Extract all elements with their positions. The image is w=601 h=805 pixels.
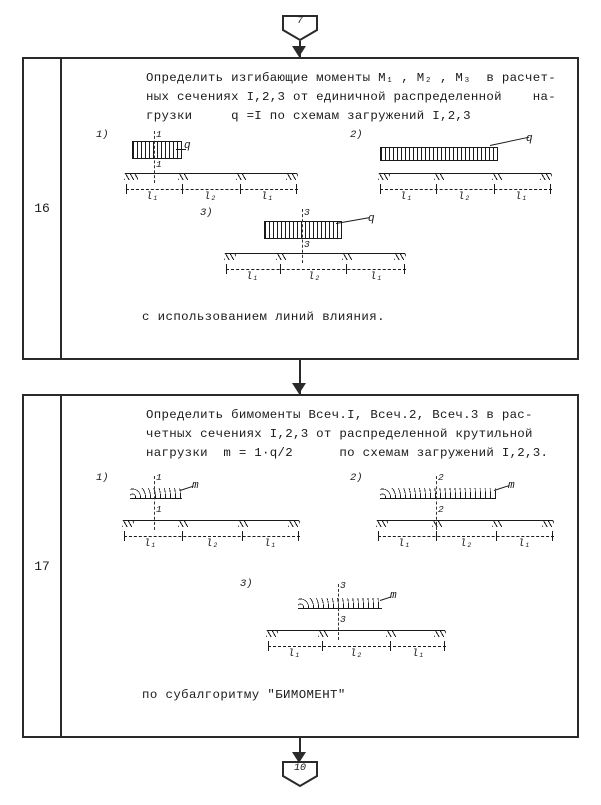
span-label-l3: l₁ (370, 271, 383, 283)
scheme-index-label: 3) (200, 207, 213, 219)
block-17-id: 17 (24, 396, 62, 736)
span-label-l1: l₁ (400, 191, 413, 203)
scheme-index-label: 3) (240, 578, 253, 590)
load-label-m: m (390, 590, 397, 602)
support-mid-1 (318, 630, 328, 638)
block-16-footer: с использованием линий влияния. (142, 310, 385, 324)
span-label-l1: l₁ (246, 271, 259, 283)
section-label-lower: 3 (340, 614, 346, 625)
support-left (378, 173, 390, 181)
section-label: 1 (156, 472, 162, 483)
scheme-index-label: 1) (96, 129, 109, 141)
section-label-lower: 1 (156, 159, 162, 170)
span-label-l1: l₁ (398, 538, 411, 550)
scheme-index-label: 1) (96, 472, 109, 484)
block-16-scheme-1 (96, 129, 316, 203)
dimension-tick (298, 531, 299, 541)
support-right (434, 630, 446, 638)
support-right (288, 520, 300, 528)
dimension-tick (226, 264, 227, 274)
block-17-scheme-3 (240, 578, 470, 660)
span-label-l1: l₁ (288, 648, 301, 660)
block-17-line-2: четных сечениях I,2,3 от распределенной крутильной (146, 427, 533, 441)
section-label-lower: 2 (438, 504, 444, 515)
block-17-scheme-1 (96, 472, 316, 550)
support-left (224, 253, 236, 261)
block-16-id: 16 (24, 59, 62, 358)
support-mid-1 (434, 173, 444, 181)
dimension-tick (242, 531, 243, 541)
dimension-tick (126, 184, 127, 194)
section-marker-line (302, 209, 303, 263)
span-label-l3: l₁ (518, 538, 531, 550)
span-label-l2: l₂ (206, 538, 219, 550)
dimension-tick (182, 531, 183, 541)
block-16-line-3: грузки q =I по схемам загружений I,2,3 (146, 109, 471, 123)
support-mid-1 (178, 173, 188, 181)
block-17-line-1: Определить бимоменты Bсеч.I, Bсеч.2, Bсеч.3 в рас- (146, 408, 533, 422)
span-label-l2: l₂ (204, 191, 217, 203)
dimension-tick (444, 641, 445, 651)
connector-tag-bottom-label: 10 (293, 763, 306, 774)
connector-arrow-middle (292, 383, 306, 394)
dimension-tick (296, 184, 297, 194)
span-label-l3: l₁ (515, 191, 528, 203)
support-mid-1 (276, 253, 286, 261)
dimension-tick (268, 641, 269, 651)
section-marker-line (338, 584, 339, 640)
span-label-l2: l₂ (460, 538, 473, 550)
dimension-tick (494, 184, 495, 194)
section-label: 3 (340, 580, 346, 591)
span-label-l2: l₂ (350, 648, 363, 660)
distributed-load-hatch (132, 141, 182, 159)
section-label: 1 (156, 129, 162, 140)
load-label-m: m (508, 480, 515, 492)
support-mid-2 (342, 253, 352, 261)
span-label-l2: l₂ (308, 271, 321, 283)
support-mid-2 (492, 173, 502, 181)
span-label-l1: l₁ (146, 191, 159, 203)
span-label-l3: l₁ (264, 538, 277, 550)
connector-tag-top (281, 14, 319, 42)
dimension-tick (390, 641, 391, 651)
support-left (124, 173, 138, 181)
load-label-q: q (526, 133, 533, 145)
support-mid-2 (386, 630, 396, 638)
support-right (394, 253, 406, 261)
dimension-tick (552, 531, 553, 541)
dimension-tick (436, 531, 437, 541)
load-leader-line (176, 149, 186, 150)
dimension-tick (550, 184, 551, 194)
block-17-scheme-2 (350, 472, 575, 550)
scheme-index-label: 2) (350, 129, 363, 141)
support-mid-2 (236, 173, 246, 181)
dimension-tick (322, 641, 323, 651)
beam-axis (268, 630, 444, 631)
span-label-l3: l₁ (412, 648, 425, 660)
support-mid-1 (178, 520, 188, 528)
block-16-scheme-3 (200, 207, 430, 283)
load-label-q: q (368, 213, 375, 225)
section-label: 3 (304, 207, 310, 218)
block-17-footer: по субалгоритму "БИМОМЕНТ" (142, 688, 346, 702)
dimension-tick (380, 184, 381, 194)
dimension-tick (436, 184, 437, 194)
support-mid-2 (492, 520, 502, 528)
block-16-body (60, 59, 577, 358)
support-mid-1 (432, 520, 442, 528)
dimension-tick (182, 184, 183, 194)
torsional-load-coil (130, 488, 182, 499)
dimension-tick (124, 531, 125, 541)
section-marker-line (154, 131, 155, 183)
dimension-tick (280, 264, 281, 274)
scheme-index-label: 2) (350, 472, 363, 484)
load-label-m: m (192, 480, 199, 492)
support-right (540, 173, 552, 181)
support-left (376, 520, 388, 528)
block-17-line-3: нагрузки m = 1·q/2 по схемам загружений I,2,3. (146, 446, 549, 460)
beam-axis (378, 520, 552, 521)
dimension-line (378, 536, 554, 537)
dimension-line (268, 646, 446, 647)
connector-tag-top-label: 7 (296, 16, 303, 27)
torsional-load-coil (298, 598, 382, 609)
distributed-load-hatch (264, 221, 342, 239)
block-16-scheme-2 (350, 129, 570, 203)
dimension-tick (404, 264, 405, 274)
connector-arrow-top (292, 46, 306, 57)
process-block-17 (22, 394, 579, 738)
beam-axis (126, 173, 296, 174)
support-right (542, 520, 554, 528)
dimension-tick (240, 184, 241, 194)
block-17-body (60, 396, 577, 736)
load-label-q: q (184, 140, 191, 152)
beam-axis (380, 173, 550, 174)
dimension-line (124, 536, 300, 537)
support-right (286, 173, 298, 181)
section-label: 2 (438, 472, 444, 483)
section-label-lower: 1 (156, 504, 162, 515)
dimension-line (126, 189, 298, 190)
dimension-tick (378, 531, 379, 541)
support-mid-2 (238, 520, 248, 528)
dimension-tick (346, 264, 347, 274)
span-label-l2: l₂ (458, 191, 471, 203)
support-left (266, 630, 278, 638)
span-label-l3: l₁ (261, 191, 274, 203)
dimension-line (226, 269, 406, 270)
section-marker-line (154, 476, 155, 530)
beam-axis (226, 253, 404, 254)
connector-tag-bottom (281, 760, 319, 788)
load-leader-line (490, 137, 529, 146)
dimension-tick (496, 531, 497, 541)
span-label-l1: l₁ (144, 538, 157, 550)
distributed-load-hatch (380, 147, 498, 161)
process-block-16 (22, 57, 579, 360)
section-label-lower: 3 (304, 239, 310, 250)
block-16-line-1: Определить изгибающие моменты M₁ , M₂ , M₃ в расчет- (146, 71, 556, 85)
dimension-line (380, 189, 552, 190)
beam-axis (124, 520, 298, 521)
block-16-line-2: ных сечениях I,2,3 от единичной распределенной на- (146, 90, 556, 104)
support-left (122, 520, 134, 528)
torsional-load-coil (380, 488, 496, 499)
